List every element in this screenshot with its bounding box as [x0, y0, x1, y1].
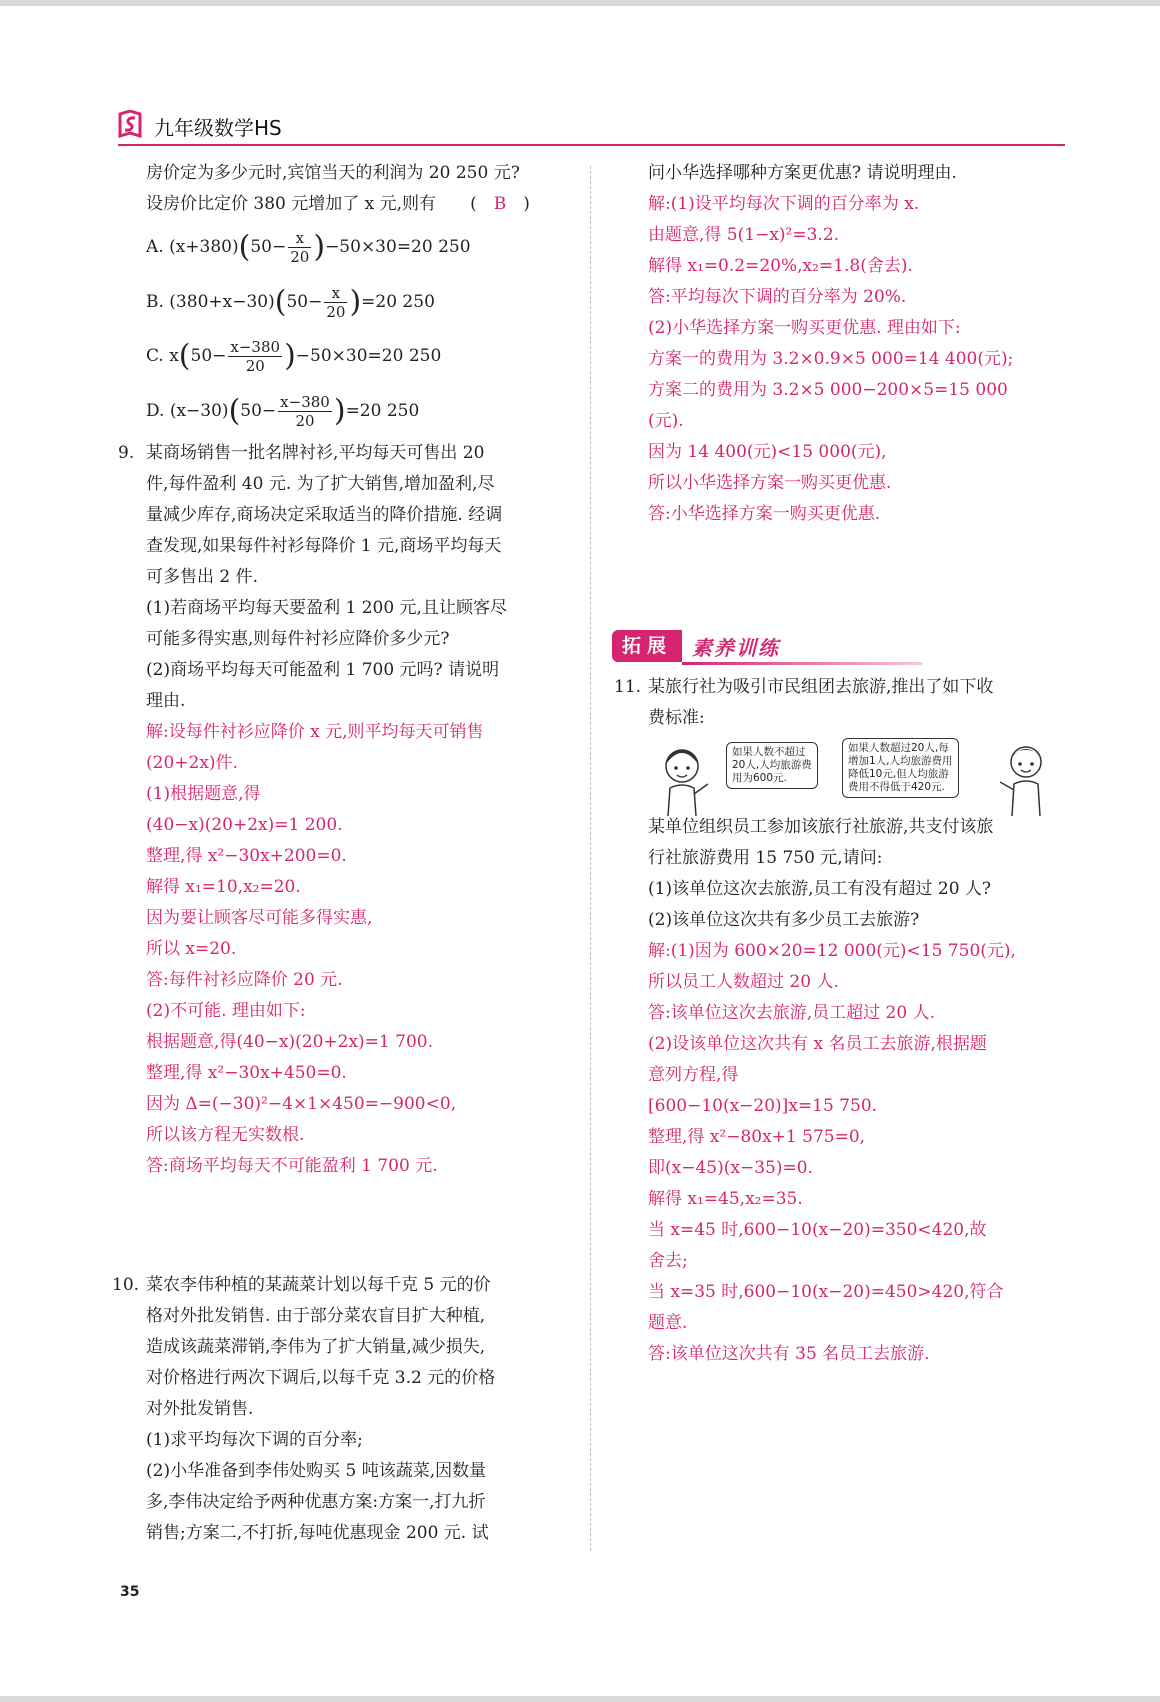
option-b: B. (380+x−30)(50− $\frac{x}{20}$ )=20 250	[146, 283, 435, 321]
section-banner	[612, 630, 912, 664]
header-title: 九年级数学HS	[154, 116, 282, 140]
q11-solution-line: 当 x=45 时,600−10(x−20)=350<420,故	[648, 1220, 987, 1240]
q9-solution-line: 整理,得 x²−30x+450=0.	[146, 1063, 347, 1083]
page-number: 35	[120, 1584, 140, 1600]
q11-body	[648, 812, 1068, 1370]
q11-line: 某单位组织员工参加该旅行社旅游,共支付该旅	[648, 817, 994, 837]
q11-solution-line: 答:该单位这次共有 35 名员工去旅游.	[648, 1344, 930, 1364]
q10-line: 对外批发销售.	[146, 1399, 254, 1419]
q11-solution-line: 即(x−45)(x−35)=0.	[648, 1158, 813, 1178]
q9-solution-line: 解:设每件衬衫应降价 x 元,则平均每天可销售	[146, 722, 484, 742]
page-header	[118, 110, 1065, 146]
q9-line: 量减少库存,商场决定采取适当的降价措施. 经调	[146, 505, 503, 525]
q10-line: (2)小华准备到李伟处购买 5 吨该蔬菜,因数量	[146, 1461, 487, 1481]
boy-figure-icon	[996, 740, 1052, 816]
q11-solution-line: 意列方程,得	[648, 1065, 739, 1085]
q11-solution-line: 当 x=35 时,600−10(x−20)=450>420,符合	[648, 1282, 1004, 1302]
q10-solution-line: 由题意,得 5(1−x)²=3.2.	[648, 225, 840, 245]
q9-solution-line: 整理,得 x²−30x+200=0.	[146, 846, 347, 866]
option-c: C. x(50− $\frac{x-380}{20}$ )−50×30=20 250	[146, 338, 442, 375]
q9-solution-line: (20+2x)件.	[146, 753, 238, 773]
q8-answer-bracket-close: )	[523, 194, 530, 214]
q11-solution-line: [600−10(x−20)]x=15 750.	[648, 1096, 878, 1116]
q10-line: 格对外批发销售. 由于部分菜农盲目扩大种植,	[146, 1306, 486, 1326]
pricing-illustration	[656, 736, 1056, 816]
q9-solution-line: 解得 x₁=10,x₂=20.	[146, 877, 301, 897]
q11-solution-line: 答:该单位这次去旅游,员工超过 20 人.	[648, 1003, 935, 1023]
q9-line: (1)若商场平均每天要盈利 1 200 元,且让顾客尽	[146, 598, 507, 618]
q8-answer-bracket-open: (	[470, 194, 477, 214]
q9-solution-line: 因为要让顾客尽可能多得实惠,	[146, 908, 373, 928]
q9-solution-line: 答:商场平均每天不可能盈利 1 700 元.	[146, 1156, 438, 1176]
q9-line: 理由.	[146, 691, 186, 711]
q9-line: 件,每件盈利 40 元. 为了扩大销售,增加盈利,尽	[146, 474, 495, 494]
q9-solution-line: 答:每件衬衫应降价 20 元.	[146, 970, 343, 990]
q10-line: 10. 菜农李伟种植的某蔬菜计划以每千克 5 元的价	[146, 1270, 576, 1301]
q10-solution-line: 所以小华选择方案一购买更优惠.	[648, 473, 892, 493]
q10-solution-line: (元).	[648, 411, 684, 431]
banner-underline	[682, 662, 922, 665]
q10-solution-line: 因为 14 400(元)<15 000(元),	[648, 442, 887, 462]
right-column	[648, 158, 1068, 530]
q9-solution-line: (1)根据题意,得	[146, 784, 261, 804]
q11-line: 11. 某旅行社为吸引市民组团去旅游,推出了如下收	[648, 672, 1068, 703]
speech-bubble-right: 如果人数超过20人,每 增加1人,人均旅游费用 降低10元,但人均旅游 费用不得低于420元.	[842, 738, 959, 798]
q9-solution-line: 因为 Δ=(−30)²−4×1×450=−900<0,	[146, 1094, 457, 1114]
q10-line: 问小华选择哪种方案更优惠? 请说明理由.	[648, 163, 957, 183]
q9-solution-line: (2)不可能. 理由如下:	[146, 1001, 306, 1021]
q10-line: 对价格进行两次下调后,以每千克 3.2 元的价格	[146, 1368, 496, 1388]
document-page	[0, 6, 1160, 1696]
q10-solution-line: 答:平均每次下调的百分率为 20%.	[648, 287, 907, 307]
q11-line: (1)该单位这次去旅游,员工有没有超过 20 人?	[648, 879, 992, 899]
q10-solution-line: 方案二的费用为 3.2×5 000−200×5=15 000	[648, 380, 1008, 400]
q11-line: 行社旅游费用 15 750 元,请问:	[648, 848, 883, 868]
q10-line: 造成该蔬菜滞销,李伟为了扩大销量,减少损失,	[146, 1337, 486, 1357]
q10-line: (1)求平均每次下调的百分率;	[146, 1430, 363, 1450]
q11-solution-line: 解:(1)因为 600×20=12 000(元)<15 750(元),	[648, 941, 1016, 961]
header-rule	[118, 144, 1065, 146]
q11-line: (2)该单位这次共有多少员工去旅游?	[648, 910, 920, 930]
option-d: D. (x−30)(50− $\frac{x-380}{20}$ )=20 250	[146, 392, 420, 430]
q10-block	[112, 1270, 576, 1549]
q9-solution-line: 所以该方程无实数根.	[146, 1125, 305, 1145]
option-a: A. (x+380)(50− $\frac{x}{20}$ )−50×30=20 250	[146, 229, 471, 266]
bottom-edge	[0, 1696, 1160, 1702]
q10-solution-line: 答:小华选择方案一购买更优惠.	[648, 504, 881, 524]
q11-solution-line: 题意.	[648, 1313, 688, 1333]
q10-line: 销售;方案二,不打折,每吨优惠现金 200 元. 试	[146, 1523, 489, 1543]
q9-solution-line: (40−x)(20+2x)=1 200.	[146, 815, 343, 835]
q9-line: 可多售出 2 件.	[146, 567, 259, 587]
q8-line: 房价定为多少元时,宾馆当天的利润为 20 250 元?	[146, 163, 520, 183]
q9-line: 查发现,如果每件衬衫每降价 1 元,商场平均每天	[146, 536, 502, 556]
left-column	[118, 158, 576, 1182]
q9-line: 可能多得实惠,则每件衬衫应降价多少元?	[146, 629, 450, 649]
q11-line: 费标准:	[648, 708, 705, 728]
q10-solution-line: (2)小华选择方案一购买更优惠. 理由如下:	[648, 318, 961, 338]
q8-answer: B	[493, 194, 507, 214]
q10-solution-line: 解:(1)设平均每次下调的百分率为 x.	[648, 194, 920, 214]
q9-solution-line: 根据题意,得(40−x)(20+2x)=1 700.	[146, 1032, 433, 1052]
q10-solution-line: 方案一的费用为 3.2×0.9×5 000=14 400(元);	[648, 349, 1014, 369]
banner-label-training: 素养训练	[692, 636, 780, 660]
q9-number: 9.	[118, 443, 135, 463]
q11-number: 11.	[614, 677, 642, 697]
girl-figure-icon	[656, 744, 712, 816]
q10-number: 10.	[112, 1275, 140, 1295]
q11-stem	[614, 672, 1068, 734]
q11-solution-line: (2)设该单位这次共有 x 名员工去旅游,根据题	[648, 1034, 987, 1054]
q9-solution-line: 所以 x=20.	[146, 939, 237, 959]
book-logo-icon	[118, 110, 142, 138]
column-divider	[590, 166, 591, 1551]
q11-solution-line: 舍去;	[648, 1251, 688, 1271]
q10-solution-line: 解得 x₁=0.2=20%,x₂=1.8(舍去).	[648, 256, 913, 276]
q11-solution-line: 解得 x₁=45,x₂=35.	[648, 1189, 803, 1209]
q8-line: 设房价比定价 380 元增加了 x 元,则有 ( B )	[146, 194, 530, 214]
q9-line: (2)商场平均每天可能盈利 1 700 元吗? 请说明	[146, 660, 500, 680]
q10-line: 多,李伟决定给予两种优惠方案:方案一,打九折	[146, 1492, 486, 1512]
banner-label-extend: 拓展	[612, 630, 682, 662]
q9-line: 9. 某商场销售一批名牌衬衫,平均每天可售出 20	[146, 438, 576, 469]
q11-solution-line: 整理,得 x²−80x+1 575=0,	[648, 1127, 866, 1147]
speech-bubble-left: 如果人数不超过 20人,人均旅游费 用为600元.	[726, 742, 818, 789]
q11-solution-line: 所以员工人数超过 20 人.	[648, 972, 839, 992]
